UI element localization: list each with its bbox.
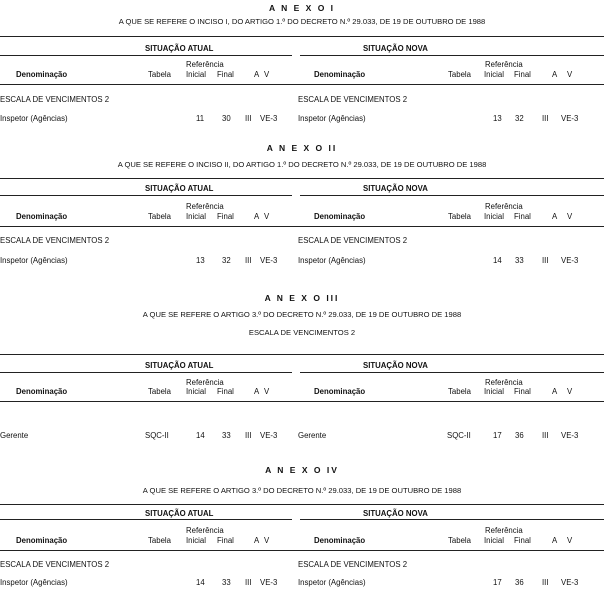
annex-title: A N E X O II [266, 143, 338, 153]
situacao-atual-header: SITUAÇÃO ATUAL [145, 44, 214, 53]
row-a-left: III [245, 114, 252, 123]
col-header-a-left: A [254, 387, 260, 396]
row-denominacao-left: Inspetor (Agências) [0, 256, 68, 265]
rule-line [0, 354, 604, 355]
col-header-a-left: A [254, 212, 260, 221]
col-header-tabela-right: Tabela [448, 387, 471, 396]
col-header-referencia-right: Referência [485, 60, 523, 69]
rule-line [0, 55, 292, 56]
col-header-final-right: Final [514, 387, 531, 396]
rule-line [0, 36, 604, 37]
row-final-right: 33 [515, 256, 524, 265]
col-header-inicial-left: Inicial [186, 212, 206, 221]
col-header-final-right: Final [514, 536, 531, 545]
col-header-final-left: Final [217, 536, 234, 545]
situacao-atual-header: SITUAÇÃO ATUAL [145, 184, 214, 193]
col-header-denominacao-left: Denominação [16, 212, 68, 221]
col-header-a-right: A [552, 387, 558, 396]
col-header-referencia-left: Referência [186, 378, 224, 387]
row-inicial-left: 11 [196, 114, 205, 123]
col-header-denominacao-right: Denominação [314, 212, 366, 221]
row-v-right: VE-3 [561, 114, 579, 123]
rule-line [0, 372, 292, 373]
row-a-right: III [542, 431, 549, 440]
col-header-v-right: V [567, 212, 573, 221]
row-a-right: III [542, 256, 549, 265]
row-denominacao-right: Inspetor (Agências) [298, 256, 366, 265]
col-header-v-left: V [264, 70, 270, 79]
col-header-tabela-left: Tabela [148, 387, 171, 396]
row-denominacao-left: Gerente [0, 431, 29, 440]
annex-subtitle: A QUE SE REFERE O ARTIGO 3.º DO DECRETO N.º 29.033, DE 19 DE OUTUBRO DE 1988 [142, 310, 462, 319]
row-inicial-right: 14 [493, 256, 502, 265]
rule-line [300, 519, 604, 520]
col-header-inicial-left: Inicial [186, 70, 206, 79]
annex-title: A N E X O IV [265, 465, 339, 475]
rule-line [0, 195, 292, 196]
row-v-left: VE-3 [260, 578, 278, 587]
col-header-inicial-right: Inicial [484, 387, 504, 396]
row-inicial-left: 14 [196, 431, 205, 440]
col-header-inicial-right: Inicial [484, 536, 504, 545]
group-label-right: ESCALA DE VENCIMENTOS 2 [298, 95, 408, 104]
row-v-right: VE-3 [561, 256, 579, 265]
row-inicial-right: 13 [493, 114, 502, 123]
annex-subtitle: A QUE SE REFERE O INCISO I, DO ARTIGO 1.º DO DECRETO N.º 29.033, DE 19 DE OUTUBRO DE 1988 [118, 17, 486, 26]
col-header-tabela-left: Tabela [148, 536, 171, 545]
col-header-v-left: V [264, 536, 270, 545]
col-header-inicial-left: Inicial [186, 387, 206, 396]
col-header-inicial-left: Inicial [186, 536, 206, 545]
row-final-left: 32 [222, 256, 231, 265]
row-final-left: 33 [222, 431, 231, 440]
col-header-tabela-left: Tabela [148, 212, 171, 221]
row-denominacao-left: Inspetor (Agências) [0, 578, 68, 587]
annex-subtitle-scale: ESCALA DE VENCIMENTOS 2 [248, 328, 356, 337]
col-header-inicial-right: Inicial [484, 70, 504, 79]
row-final-left: 33 [222, 578, 231, 587]
col-header-tabela-right: Tabela [448, 212, 471, 221]
row-inicial-left: 14 [196, 578, 205, 587]
group-label-left: ESCALA DE VENCIMENTOS 2 [0, 560, 110, 569]
row-a-right: III [542, 114, 549, 123]
row-final-right: 32 [515, 114, 524, 123]
col-header-denominacao-right: Denominação [314, 70, 366, 79]
row-final-left: 30 [222, 114, 231, 123]
col-header-denominacao-right: Denominação [314, 387, 366, 396]
row-inicial-left: 13 [196, 256, 205, 265]
annex-subtitle: A QUE SE REFERE O INCISO II, DO ARTIGO 1.º DO DECRETO N.º 29.033, DE 19 DE OUTUBRO DE 1988 [117, 160, 487, 169]
row-tabela-right: SQC-II [447, 431, 471, 440]
col-header-referencia-left: Referência [186, 60, 224, 69]
col-header-referencia-right: Referência [485, 378, 523, 387]
row-v-left: VE-3 [260, 256, 278, 265]
row-denominacao-right: Inspetor (Agências) [298, 114, 366, 123]
col-header-v-left: V [264, 212, 270, 221]
rule-line [0, 550, 604, 551]
col-header-referencia-left: Referência [186, 526, 224, 535]
row-a-left: III [245, 431, 252, 440]
rule-line [0, 401, 604, 402]
col-header-a-right: A [552, 70, 558, 79]
annex-title: A N E X O III [264, 293, 340, 303]
row-v-right: VE-3 [561, 578, 579, 587]
row-tabela-left: SQC-II [145, 431, 169, 440]
col-header-a-left: A [254, 70, 260, 79]
col-header-inicial-right: Inicial [484, 212, 504, 221]
col-header-final-right: Final [514, 70, 531, 79]
row-denominacao-right: Gerente [298, 431, 327, 440]
col-header-denominacao-left: Denominação [16, 387, 68, 396]
row-inicial-right: 17 [493, 431, 502, 440]
col-header-final-left: Final [217, 212, 234, 221]
situacao-nova-header: SITUAÇÃO NOVA [363, 184, 428, 193]
group-label-right: ESCALA DE VENCIMENTOS 2 [298, 236, 408, 245]
col-header-a-right: A [552, 536, 558, 545]
row-v-left: VE-3 [260, 431, 278, 440]
row-v-right: VE-3 [561, 431, 579, 440]
col-header-v-left: V [264, 387, 270, 396]
row-a-left: III [245, 256, 252, 265]
col-header-a-left: A [254, 536, 260, 545]
situacao-atual-header: SITUAÇÃO ATUAL [145, 361, 214, 370]
row-a-left: III [245, 578, 252, 587]
col-header-tabela-right: Tabela [448, 536, 471, 545]
row-inicial-right: 17 [493, 578, 502, 587]
annex-title: A N E X O I [268, 3, 336, 13]
col-header-v-right: V [567, 536, 573, 545]
situacao-nova-header: SITUAÇÃO NOVA [363, 361, 428, 370]
rule-line [300, 195, 604, 196]
rule-line [300, 372, 604, 373]
col-header-denominacao-left: Denominação [16, 70, 68, 79]
col-header-tabela-right: Tabela [448, 70, 471, 79]
situacao-atual-header: SITUAÇÃO ATUAL [145, 509, 214, 518]
situacao-nova-header: SITUAÇÃO NOVA [363, 509, 428, 518]
group-label-left: ESCALA DE VENCIMENTOS 2 [0, 95, 110, 104]
col-header-final-left: Final [217, 387, 234, 396]
rule-line [300, 55, 604, 56]
col-header-v-right: V [567, 387, 573, 396]
rule-line [0, 178, 604, 179]
row-final-right: 36 [515, 578, 524, 587]
row-a-right: III [542, 578, 549, 587]
col-header-referencia-right: Referência [485, 202, 523, 211]
row-denominacao-left: Inspetor (Agências) [0, 114, 68, 123]
rule-line [0, 519, 292, 520]
annex-subtitle: A QUE SE REFERE O ARTIGO 3.º DO DECRETO N.º 29.033, DE 19 DE OUTUBRO DE 1988 [142, 486, 462, 495]
row-v-left: VE-3 [260, 114, 278, 123]
col-header-v-right: V [567, 70, 573, 79]
col-header-tabela-left: Tabela [148, 70, 171, 79]
col-header-denominacao-right: Denominação [314, 536, 366, 545]
col-header-referencia-right: Referência [485, 526, 523, 535]
rule-line [0, 226, 604, 227]
group-label-right: ESCALA DE VENCIMENTOS 2 [298, 560, 408, 569]
row-denominacao-right: Inspetor (Agências) [298, 578, 366, 587]
col-header-referencia-left: Referência [186, 202, 224, 211]
col-header-denominacao-left: Denominação [16, 536, 68, 545]
row-final-right: 36 [515, 431, 524, 440]
situacao-nova-header: SITUAÇÃO NOVA [363, 44, 428, 53]
col-header-final-left: Final [217, 70, 234, 79]
group-label-left: ESCALA DE VENCIMENTOS 2 [0, 236, 110, 245]
rule-line [0, 504, 604, 505]
col-header-a-right: A [552, 212, 558, 221]
rule-line [0, 84, 604, 85]
col-header-final-right: Final [514, 212, 531, 221]
